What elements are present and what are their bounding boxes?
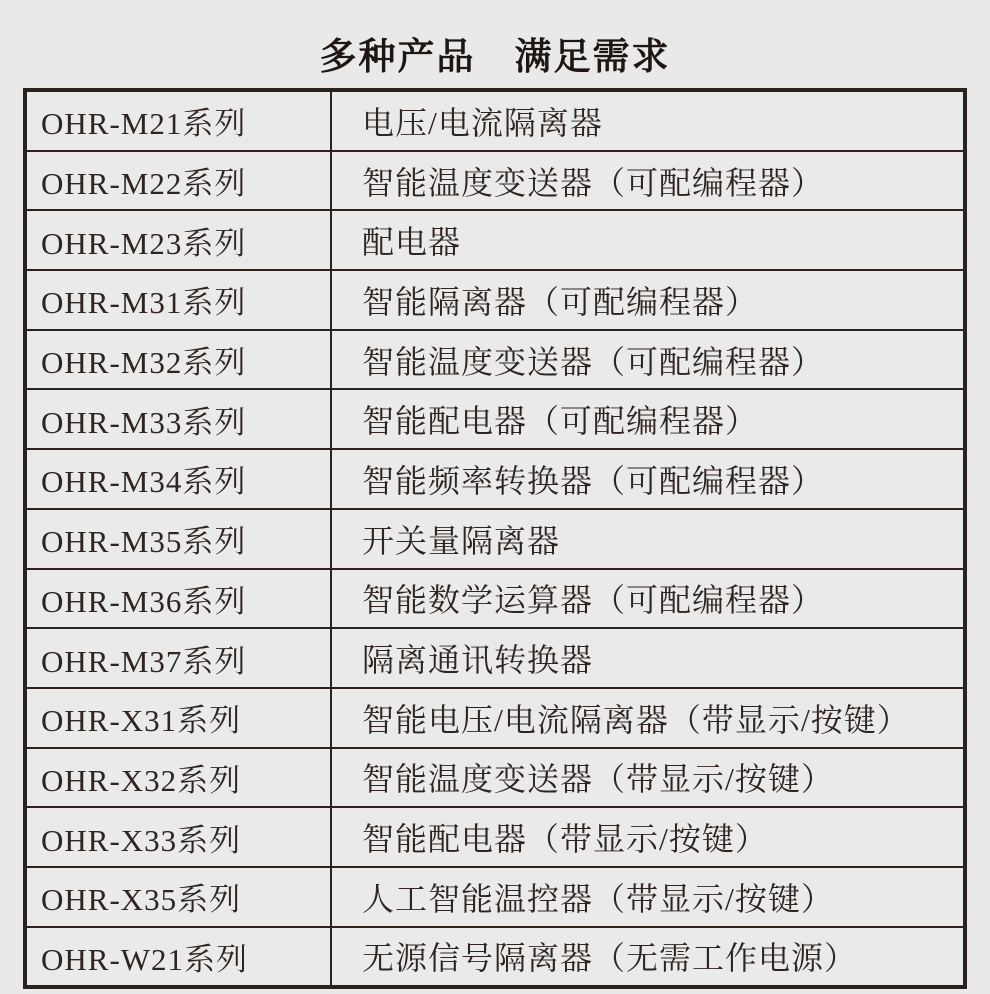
series-cell: OHR-M23系列: [25, 210, 331, 270]
table-row: [25, 210, 965, 270]
table-row: [25, 90, 965, 151]
series-cell: OHR-M33系列: [25, 389, 331, 449]
table-row: [25, 389, 965, 449]
table-row: [25, 449, 965, 509]
series-cell: OHR-M21系列: [25, 90, 331, 151]
series-cell: OHR-M22系列: [25, 151, 331, 211]
series-cell: OHR-X32系列: [25, 748, 331, 808]
table-row: [25, 569, 965, 629]
table-row: [25, 151, 965, 211]
table-row: [25, 807, 965, 867]
product-table-body: [25, 90, 965, 987]
description-cell: 智能数学运算器（可配编程器）: [331, 569, 965, 629]
description-cell: 智能温度变送器（带显示/按键）: [331, 748, 965, 808]
description-cell: 电压/电流隔离器: [331, 90, 965, 151]
table-row: [25, 748, 965, 808]
description-cell: 智能隔离器（可配编程器）: [331, 270, 965, 330]
description-cell: 智能配电器（带显示/按键）: [331, 807, 965, 867]
series-cell: OHR-M31系列: [25, 270, 331, 330]
description-cell: 智能频率转换器（可配编程器）: [331, 449, 965, 509]
table-row: [25, 270, 965, 330]
series-cell: OHR-M34系列: [25, 449, 331, 509]
description-cell: 配电器: [331, 210, 965, 270]
description-cell: 智能温度变送器（可配编程器）: [331, 151, 965, 211]
series-cell: OHR-X35系列: [25, 867, 331, 927]
description-cell: 智能配电器（可配编程器）: [331, 389, 965, 449]
description-cell: 无源信号隔离器（无需工作电源）: [331, 927, 965, 988]
series-cell: OHR-X33系列: [25, 807, 331, 867]
table-row: [25, 927, 965, 988]
series-cell: OHR-M36系列: [25, 569, 331, 629]
table-row: [25, 330, 965, 390]
table-row: [25, 867, 965, 927]
series-cell: OHR-X31系列: [25, 688, 331, 748]
series-cell: OHR-M37系列: [25, 628, 331, 688]
series-cell: OHR-M35系列: [25, 509, 331, 569]
table-row: [25, 509, 965, 569]
table-row: [25, 688, 965, 748]
page-title: 多种产品 满足需求: [319, 36, 671, 77]
description-cell: 智能温度变送器（可配编程器）: [331, 330, 965, 390]
description-cell: 智能电压/电流隔离器（带显示/按键）: [331, 688, 965, 748]
series-cell: OHR-M32系列: [25, 330, 331, 390]
description-cell: 隔离通讯转换器: [331, 628, 965, 688]
table-row: [25, 628, 965, 688]
description-cell: 开关量隔离器: [331, 509, 965, 569]
series-cell: OHR-W21系列: [25, 927, 331, 988]
product-series-table: [23, 88, 967, 989]
description-cell: 人工智能温控器（带显示/按键）: [331, 867, 965, 927]
